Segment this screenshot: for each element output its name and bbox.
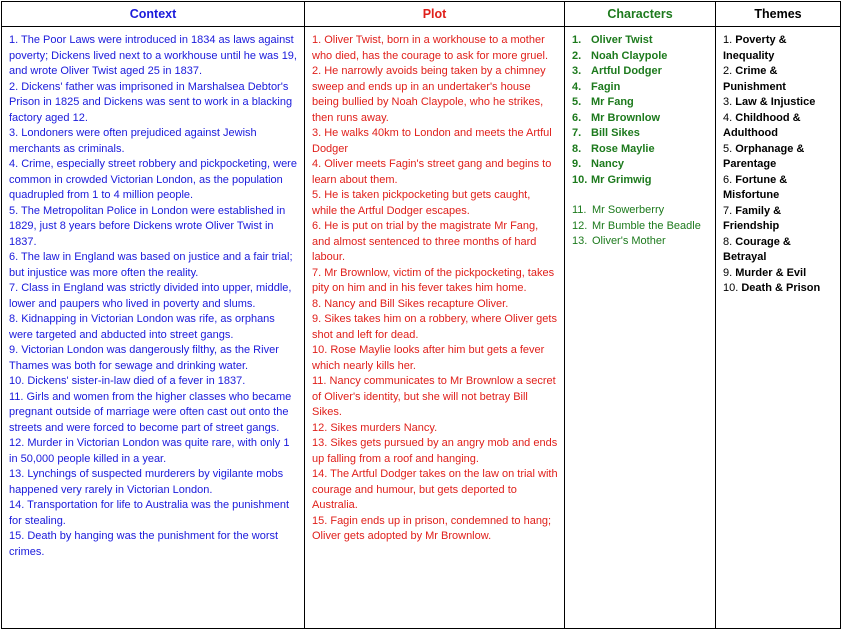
theme-name: Law & Injustice	[735, 96, 816, 108]
plot-column	[305, 27, 565, 629]
context-item: 8. Kidnapping in Victorian London was rife, as orphans were targeted and abducted into street gangs.	[9, 313, 275, 341]
plot-item: 1. Oliver Twist, born in a workhouse to a mother who died, has the courage to ask for more gruel.	[312, 34, 549, 62]
theme-number: 6.	[723, 173, 733, 186]
theme-name: Crime & Punishment	[723, 65, 786, 93]
theme-number: 3.	[723, 96, 733, 108]
theme-item	[723, 204, 834, 235]
plot-item: 13. Sikes gets pursued by an angry mob and ends up falling from a roof and hanging.	[312, 437, 558, 465]
header-row	[2, 2, 841, 27]
character-name: Bill Sikes	[591, 127, 640, 139]
character-name: Nancy	[591, 158, 625, 170]
plot-item: 15. Fagin ends up in prison, condemned to hang; Oliver gets adopted by Mr Brownlow.	[312, 514, 552, 542]
themes-column	[716, 27, 841, 629]
character-name: Mr Sowerberry	[592, 204, 665, 216]
plot-item: 5. He is taken pickpocketing but gets caught, while the Artful Dodger escapes.	[312, 189, 531, 217]
character-number: 13.	[572, 235, 588, 247]
plot-item: 10. Rose Maylie looks after him but gets a fever which nearly kills her.	[312, 344, 545, 372]
character-name: Oliver Twist	[591, 34, 653, 46]
character-name: Mr Grimwig	[591, 173, 652, 186]
character-number: 11.	[572, 204, 587, 216]
context-item: 4. Crime, especially street robbery and pickpocketing, were common in crowded Victorian London, as the population quadrupled from 1 to 4 million people.	[9, 158, 297, 201]
character-name: Mr Fang	[591, 96, 634, 108]
plot-item: 4. Oliver meets Fagin's street gang and begins to learn about them.	[312, 158, 552, 186]
character-item	[572, 95, 709, 111]
theme-name: Murder & Evil	[735, 266, 807, 279]
theme-item	[723, 235, 834, 266]
character-name: Fagin	[591, 80, 621, 93]
theme-item	[723, 95, 834, 111]
context-item: 5. The Metropolitan Police in London were established in 1829, just 8 years before Dickens wrote Oliver Twist in 1837.	[9, 204, 286, 248]
theme-name: Poverty & Inequality	[723, 34, 787, 62]
character-number: 4.	[572, 80, 582, 93]
plot-item: 6. He is put on trial by the magistrate Mr Fang, and almost sentenced to three months of hard labour.	[312, 220, 539, 263]
context-item: 12. Murder in Victorian London was quite rare, with only 1 in 50,000 people killed in a year.	[9, 437, 290, 465]
theme-item	[723, 281, 834, 297]
character-number: 8.	[572, 142, 582, 155]
characters-header: Characters	[565, 2, 716, 27]
character-item	[572, 111, 709, 127]
character-number: 9.	[572, 158, 582, 170]
character-name: Mr Bumble the Beadle	[592, 219, 701, 232]
theme-item	[723, 33, 834, 64]
theme-item	[723, 266, 834, 282]
character-number: 5.	[572, 96, 582, 108]
theme-name: Fortune & Misfortune	[723, 173, 788, 201]
character-number: 6.	[572, 111, 582, 124]
character-item	[572, 157, 709, 173]
character-number: 10.	[572, 173, 588, 186]
theme-number: 2.	[723, 65, 733, 77]
character-number: 12.	[572, 219, 588, 232]
plot-item: 9. Sikes takes him on a robbery, where Oliver gets shot and left for dead.	[312, 313, 557, 341]
character-number: 1.	[572, 34, 582, 46]
context-item: 11. Girls and women from the higher classes who became pregnant outside of marriage were often cast out onto the streets and were forced to become part of street gangs.	[9, 390, 292, 434]
minor-character-item	[572, 203, 709, 219]
character-item	[572, 64, 709, 80]
plot-item: 2. He narrowly avoids being taken by a chimney sweep and ends up in an undertaker's house being bullied by Noah Claypole, who he strikes, then runs away.	[312, 65, 546, 124]
context-item: 13. Lynchings of suspected murderers by vigilante mobs happened very rarely in Victorian London.	[9, 468, 284, 496]
theme-name: Orphanage & Parentage	[723, 142, 805, 170]
context-item: 2. Dickens' father was imprisoned in Marshalsea Debtor's Prison in 1825 and Dickens was sent to work in a blacking factory aged 12.	[9, 80, 293, 124]
character-name: Oliver's Mother	[592, 235, 666, 247]
context-item: 7. Class in England was strictly divided into upper, middle, lower and paupers who lived in poverty and slums.	[9, 282, 292, 310]
theme-name: Family & Friendship	[723, 204, 782, 232]
plot-item: 12. Sikes murders Nancy.	[312, 421, 438, 434]
character-name: Rose Maylie	[591, 142, 655, 155]
theme-item	[723, 111, 834, 142]
oliver-twist-knowledge-organiser	[1, 1, 841, 629]
character-name: Artful Dodger	[591, 65, 662, 77]
character-item	[572, 49, 709, 65]
main-characters-list	[572, 33, 709, 188]
plot-item: 8. Nancy and Bill Sikes recapture Oliver.	[312, 297, 509, 310]
theme-item	[723, 173, 834, 204]
context-item: 1. The Poor Laws were introduced in 1834 as laws against poverty; Dickens lived next to a workhouse until he was 19, and wrote Oliver Twist aged 25 in 1837.	[9, 34, 297, 77]
character-item	[572, 173, 709, 189]
theme-number: 7.	[723, 204, 733, 217]
plot-item: 3. He walks 40km to London and meets the Artful Dodger	[312, 127, 552, 155]
character-number: 7.	[572, 127, 582, 139]
context-item: 6. The law in England was based on justice and a fair trial; but injustice was more often the reality.	[9, 251, 293, 279]
theme-name: Death & Prison	[741, 282, 821, 294]
plot-item: 11. Nancy communicates to Mr Brownlow a secret of Oliver's identity, but she will not betray Bill Sikes.	[312, 375, 556, 418]
theme-item	[723, 64, 834, 95]
characters-column	[565, 27, 716, 629]
context-header: Context	[2, 2, 305, 27]
plot-item: 7. Mr Brownlow, victim of the pickpocketing, takes pity on him and in his fever takes him home.	[312, 266, 555, 294]
context-item: 15. Death by hanging was the punishment for the worst crimes.	[9, 530, 279, 558]
themes-list	[723, 33, 834, 297]
plot-header: Plot	[305, 2, 565, 27]
theme-number: 8.	[723, 235, 733, 248]
character-item	[572, 80, 709, 96]
theme-name: Courage & Betrayal	[723, 235, 791, 263]
theme-number: 10.	[723, 282, 739, 294]
character-item	[572, 142, 709, 158]
context-item: 14. Transportation for life to Australia was the punishment for stealing.	[9, 499, 290, 527]
context-item: 10. Dickens' sister-in-law died of a fever in 1837.	[9, 375, 246, 387]
context-item: 3. Londoners were often prejudiced against Jewish merchants as criminals.	[9, 127, 257, 155]
character-item	[572, 126, 709, 142]
character-number: 2.	[572, 49, 582, 62]
theme-number: 1.	[723, 34, 733, 46]
context-item: 9. Victorian London was dangerously filthy, as the River Thames was both for sewage and drinking water.	[9, 344, 279, 372]
themes-header: Themes	[716, 2, 841, 27]
plot-list	[312, 33, 558, 545]
character-number: 3.	[572, 65, 582, 77]
character-name: Noah Claypole	[591, 49, 668, 62]
minor-character-item	[572, 234, 709, 250]
theme-name: Childhood & Adulthood	[723, 111, 801, 139]
theme-number: 4.	[723, 111, 733, 124]
content-row	[2, 27, 841, 629]
theme-item	[723, 142, 834, 173]
theme-number: 5.	[723, 142, 733, 155]
minor-characters-list	[572, 203, 709, 250]
theme-number: 9.	[723, 266, 733, 279]
plot-item: 14. The Artful Dodger takes on the law on trial with courage and humour, but gets deported to Australia.	[312, 468, 558, 511]
context-list	[9, 33, 298, 560]
minor-character-item	[572, 219, 709, 235]
character-name: Mr Brownlow	[591, 111, 661, 124]
context-column	[2, 27, 305, 629]
character-item	[572, 33, 709, 49]
